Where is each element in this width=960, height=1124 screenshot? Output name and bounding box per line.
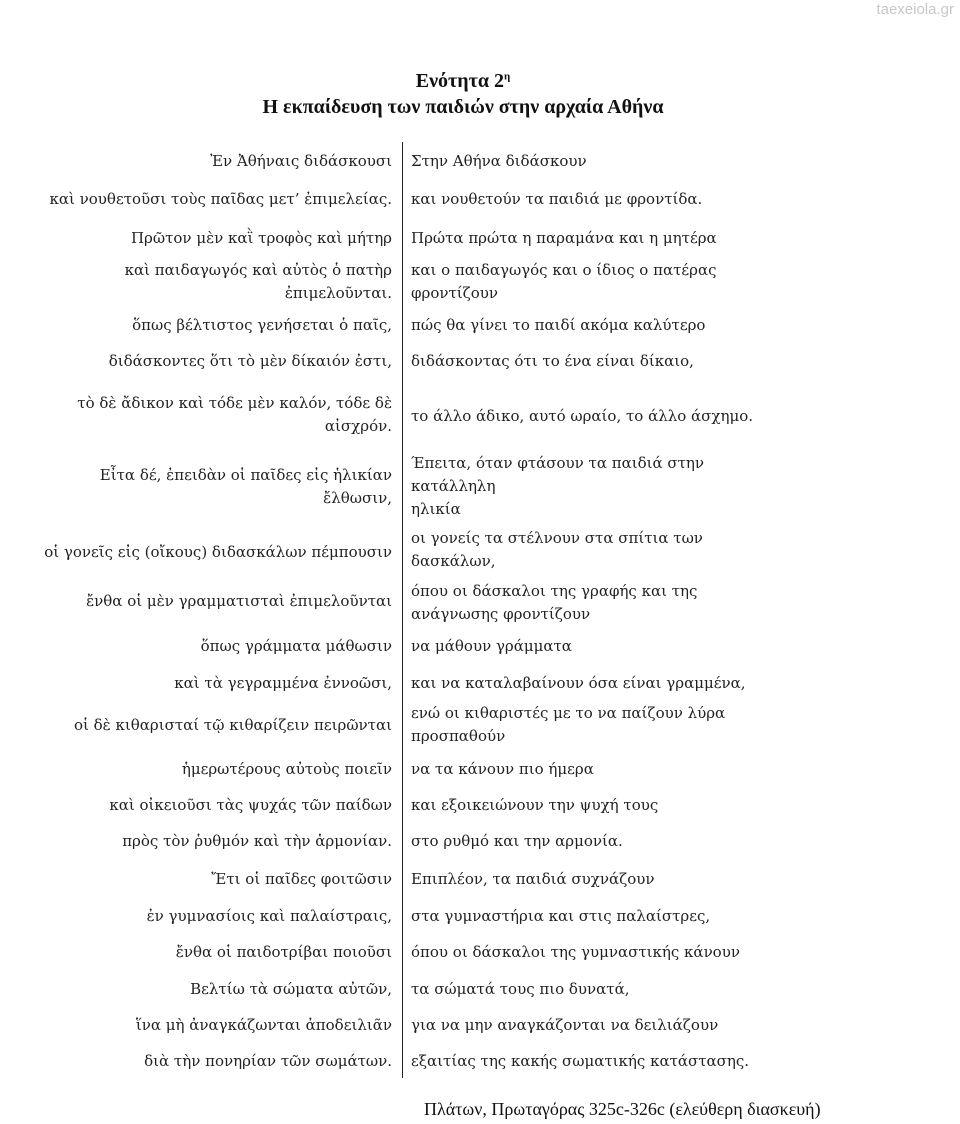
modern-translation-line: και ο παιδαγωγός και ο ίδιος ο πατέρας φροντίζουν <box>411 261 717 302</box>
ancient-text-line: Πρῶτον μὲν καῒ τροφὸς καὶ μήτηρ <box>130 229 392 247</box>
ancient-text-line: οἱ γονεῖς εἰς (οἴκους) διδασκάλων πέμπουσιν <box>44 543 392 561</box>
modern-translation-line: πώς θα γίνει το παιδί ακόμα καλύτερο <box>411 316 706 334</box>
modern-translation-line: διδάσκοντας ότι το ένα είναι δίκαιο, <box>411 352 694 370</box>
ancient-text-line: ἡμερωτέρους αὐτοὺς ποιεῖν <box>181 760 392 778</box>
modern-translation-line: Πρώτα πρώτα η παραμάνα και η μητέρα <box>411 229 717 247</box>
ancient-text-line: καὶ παιδαγωγός καὶ αὐτὸς ὁ πατὴρ ἐπιμελοῦνται. <box>124 261 392 302</box>
modern-translation-line: Στην Αθήνα διδάσκουν <box>411 152 587 170</box>
ancient-text-line: καὶ οἰκειοῦσι τὰς ψυχάς τῶν παίδων <box>109 796 392 814</box>
modern-translation-line: τα σώματά τους πιο δυνατά, <box>411 980 630 998</box>
ancient-text-line: ἐν γυμνασίοις καὶ παλαίστραις, <box>146 907 392 925</box>
modern-translation-line: να τα κάνουν πιο ήμερα <box>411 760 594 778</box>
modern-translation-line: στα γυμναστήρια και στις παλαίστρες, <box>411 907 711 925</box>
modern-translation-line: και νουθετούν τα παιδιά με φροντίδα. <box>411 190 703 208</box>
source-citation: Πλάτων, Πρωταγόρας 325c-326c (ελεύθερη διασκευή) <box>424 1099 821 1119</box>
unit-label: Ενότητα 2 <box>415 70 504 92</box>
modern-translation-line: εξαιτίας της κακής σωματικής κατάστασης. <box>411 1052 750 1070</box>
modern-translation-line: όπου οι δάσκαλοι της γυμναστικής κάνουν <box>411 943 740 961</box>
unit-ordinal: η <box>503 70 511 83</box>
ancient-text-line: Βελτίω τὰ σώματα αὐτῶν, <box>190 980 392 998</box>
ancient-text-line: ἔνθα οἱ μὲν γραμματισταὶ ἐπιμελοῦνται <box>86 592 392 610</box>
unit-heading <box>0 70 926 93</box>
modern-translation-line: οι γονείς τα στέλνουν στα σπίτια των δασκάλων, <box>411 529 703 570</box>
modern-translation-line: όπου οι δάσκαλοι της γραφής και της ανάγνωσης φροντίζουν <box>411 582 698 623</box>
ancient-text-line: διὰ τὴν πονηρίαν τῶν σωμάτων. <box>144 1052 392 1070</box>
modern-translation-line: Επιπλέον, τα παιδιά συχνάζουν <box>411 870 655 888</box>
ancient-text-line: διδάσκοντες ὅτι τὸ μὲν δίκαιόν ἐστι, <box>108 352 392 370</box>
column-divider <box>402 142 403 1078</box>
ancient-text-line: πρὸς τὸν ῥυθμόν καὶ τὴν ἁρμονίαν. <box>122 832 392 850</box>
modern-translation-line: ενώ οι κιθαριστές με το να παίζουν λύρα προσπαθούν <box>411 704 726 745</box>
site-watermark: taexeiola.gr <box>876 1 954 18</box>
modern-translation-line: Έπειτα, όταν φτάσουν τα παιδιά στην κατάλληλη ηλικία <box>411 454 705 518</box>
ancient-text-line: Ἔτι οἱ παῖδες φοιτῶσιν <box>211 870 392 888</box>
modern-translation-line: στο ρυθμό και την αρμονία. <box>411 832 623 850</box>
ancient-text-line: καὶ νουθετοῦσι τοὺς παῖδας μετ’ ἐπιμελείας. <box>49 190 392 208</box>
ancient-text-line: ἔνθα οἱ παιδοτρίβαι ποιοῦσι <box>175 943 392 961</box>
modern-translation-line: και να καταλαβαίνουν όσα είναι γραμμένα, <box>411 674 746 692</box>
ancient-text-line: οἱ δὲ κιθαρισταί τῷ κιθαρίζειν πειρῶνται <box>73 716 392 734</box>
ancient-text-line: τὸ δὲ ἄδικον καὶ τόδε μὲν καλόν, τόδε δὲ αἰσχρόν. <box>77 394 392 435</box>
ancient-text-line: ὅπως βέλτιστος γενήσεται ὁ παῖς, <box>132 316 392 334</box>
ancient-text-line: ὅπως γράμματα μάθωσιν <box>200 637 392 655</box>
ancient-text-line: Ἐν Ἀθήναις διδάσκουσι <box>210 152 392 170</box>
modern-translation-line: το άλλο άδικο, αυτό ωραίο, το άλλο άσχημο. <box>411 407 754 425</box>
modern-translation-line: για να μην αναγκάζονται να δειλιάζουν <box>411 1016 719 1034</box>
modern-translation-line: και εξοικειώνουν την ψυχή τους <box>411 796 659 814</box>
page-title: Η εκπαίδευση των παιδιών στην αρχαία Αθήνα <box>262 96 664 118</box>
modern-translation-line: να μάθουν γράμματα <box>411 637 572 655</box>
ancient-text-line: Εἶτα δέ, ἐπειδὰν οἱ παῖδες εἰς ἡλικίαν ἔλθωσιν, <box>99 466 392 507</box>
ancient-text-line: καὶ τὰ γεγραμμένα ἐννοῶσι, <box>174 674 392 692</box>
ancient-text-line: ἵνα μὴ ἀναγκάζωνται ἀποδειλιᾶν <box>135 1016 392 1034</box>
